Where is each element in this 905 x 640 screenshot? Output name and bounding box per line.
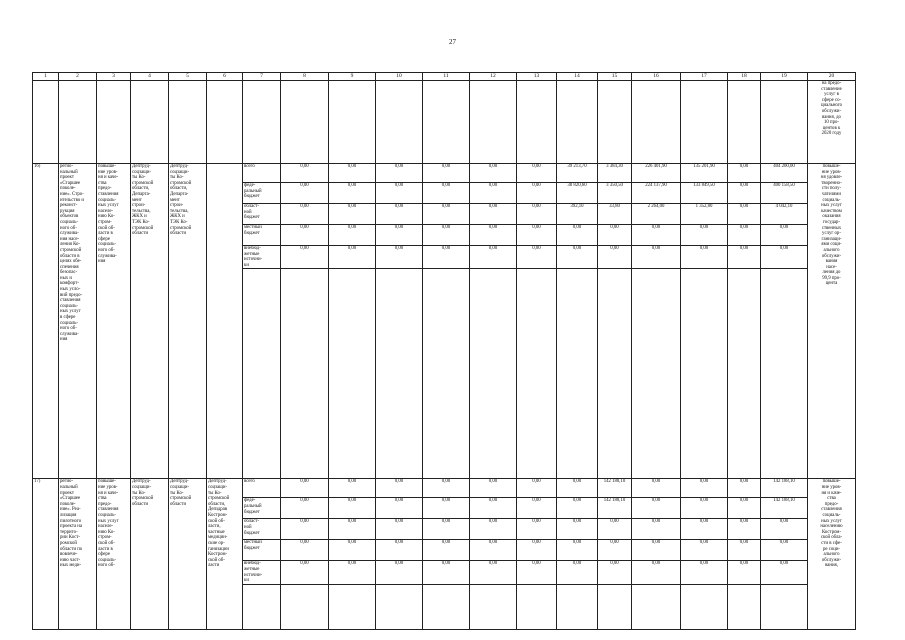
col-header: 15 xyxy=(598,73,632,81)
amount-cell: 0,00 xyxy=(329,561,376,584)
amount-cell: 0,00 xyxy=(761,519,808,540)
amount-cell: 0,00 xyxy=(376,225,423,246)
col-header: 18 xyxy=(728,73,761,81)
amount-cell: 0,00 xyxy=(632,479,681,498)
amount-cell: 0,00 xyxy=(281,498,329,519)
funding-source-label: феде- ральный бюджет xyxy=(243,498,281,519)
amount-cell: 0,00 xyxy=(281,479,329,498)
col-header: 7 xyxy=(243,73,281,81)
amount-cell: 0,00 xyxy=(423,164,470,183)
funding-source-label: всего xyxy=(243,479,281,498)
amount-cell: 0,00 xyxy=(761,246,808,269)
amount-cell: 0,00 xyxy=(517,519,557,540)
amount-cell: 0,00 xyxy=(329,498,376,519)
amount-cell: 0,00 xyxy=(557,479,598,498)
amount-cell: 226 401,90 xyxy=(632,164,681,183)
amount-cell: 0,00 xyxy=(517,498,557,519)
empty-cell xyxy=(376,584,423,629)
amount-cell: 142 188,10 xyxy=(598,498,632,519)
amount-cell: 0,00 xyxy=(632,561,681,584)
amount-cell: 0,00 xyxy=(470,183,517,204)
amount-cell: 0,00 xyxy=(281,540,329,561)
col-header: 10 xyxy=(376,73,423,81)
amount-cell: 0,00 xyxy=(376,479,423,498)
amount-cell: 0,00 xyxy=(632,225,681,246)
table-row xyxy=(33,164,856,479)
activity-goal: повыше- ние уров- ня и каче- ства предо- ставления социаль- ных услуг населе- нию Ко- стром- ской об- ласти в сфере социаль- ного об- xyxy=(97,479,131,629)
amount-cell: 0,00 xyxy=(423,498,470,519)
finance-line xyxy=(33,479,856,498)
activity-name: регио- нальный проект «Старшее поколе- ние». Реа- лизация пилотного проекта на террито- рии Кост- ромской области по вовлече- нию част- ных меди- xyxy=(59,479,97,629)
amount-cell: 0,00 xyxy=(598,246,632,269)
col-header: 20 xyxy=(808,73,856,81)
amount-cell: 0,00 xyxy=(281,204,329,225)
activity-name: регио- нальный проект «Старшее поколе- ние». Стро- ительство и реконст- рукция объектов социаль- ного об- служива- ния насе- ления Ко- стромской области в целях обе- спечения безопас- ных и комфорт- ных усло- вий предо- ставления социаль- ных услуг в сфере социаль- ного об- служива- ния xyxy=(59,164,97,479)
amount-cell: 0,00 xyxy=(517,204,557,225)
participants xyxy=(207,164,243,479)
amount-cell: 0,00 xyxy=(470,164,517,183)
amount-cell: 0,00 xyxy=(681,479,728,498)
funding-source-label: област- ной бюджет xyxy=(243,204,281,225)
amount-cell: 0,00 xyxy=(557,561,598,584)
empty-cell xyxy=(557,584,598,629)
amount-cell: 3 350,50 xyxy=(598,183,632,204)
amount-cell: 0,00 xyxy=(517,225,557,246)
empty-cell xyxy=(281,584,329,629)
amount-cell: 38 820,60 xyxy=(557,183,598,204)
header-row xyxy=(33,73,856,81)
amount-cell: 0,00 xyxy=(423,519,470,540)
amount-cell: 0,00 xyxy=(632,246,681,269)
empty-cell xyxy=(470,269,517,479)
empty-cell xyxy=(329,269,376,479)
amount-cell: 0,00 xyxy=(329,479,376,498)
executor: Дептруд- соцзащи- ты Ко- стромской области xyxy=(169,479,207,629)
col-header: 6 xyxy=(207,73,243,81)
amount-cell: 142 188,10 xyxy=(598,479,632,498)
amount-cell: 0,00 xyxy=(376,204,423,225)
amount-cell: 0,00 xyxy=(329,204,376,225)
amount-cell: 0,00 xyxy=(329,246,376,269)
col-header: 3 xyxy=(97,73,131,81)
col-header: 14 xyxy=(557,73,598,81)
funding-source-label: местный бюджет xyxy=(243,225,281,246)
finance-line xyxy=(33,164,856,183)
amount-cell: 0,00 xyxy=(376,498,423,519)
continuation-row xyxy=(33,81,856,164)
col-header: 12 xyxy=(470,73,517,81)
amount-cell: 0,00 xyxy=(517,164,557,183)
amount-cell: 0,00 xyxy=(423,561,470,584)
amount-cell: 0,00 xyxy=(470,225,517,246)
amount-cell: 0,00 xyxy=(517,246,557,269)
amount-cell: 0,00 xyxy=(281,561,329,584)
col-header: 5 xyxy=(169,73,207,81)
amount-cell: 0,00 xyxy=(557,540,598,561)
funding-source-label: местный бюджет xyxy=(243,540,281,561)
amount-cell: 0,00 xyxy=(728,225,761,246)
amount-cell: 404 200,00 xyxy=(761,164,808,183)
amount-cell: 0,00 xyxy=(329,519,376,540)
col-header: 2 xyxy=(59,73,97,81)
result-cell: на предо- ставление услуг в сфере со- циального обслужи- вания, до 10 про- центов к 2020 году xyxy=(808,81,856,164)
amount-cell: 0,00 xyxy=(329,225,376,246)
amount-cell: 0,00 xyxy=(470,519,517,540)
executor: Дептруд- соцзащи- ты Ко- стромской области, Департа- мент строи- тельства, ЖКХ и ТЭК Ко- стромской области xyxy=(169,164,207,479)
amount-cell: 0,00 xyxy=(329,540,376,561)
empty-cell xyxy=(632,269,681,479)
amount-cell: 0,00 xyxy=(632,540,681,561)
amount-cell: 0,00 xyxy=(376,183,423,204)
amount-cell: 0,00 xyxy=(423,204,470,225)
page-number: 27 xyxy=(449,38,456,46)
empty-cell xyxy=(632,584,681,629)
amount-cell: 4 042,10 xyxy=(761,204,808,225)
empty-cell xyxy=(681,584,728,629)
amount-cell: 0,00 xyxy=(470,561,517,584)
funding-source-label: феде- ральный бюджет xyxy=(243,183,281,204)
amount-cell: 0,00 xyxy=(557,498,598,519)
amount-cell: 0,00 xyxy=(557,246,598,269)
amount-cell: 0,00 xyxy=(517,183,557,204)
empty-cell xyxy=(598,584,632,629)
amount-cell: 0,00 xyxy=(681,246,728,269)
col-header: 13 xyxy=(517,73,557,81)
funding-source-label: всего xyxy=(243,164,281,183)
amount-cell: 0,00 xyxy=(423,246,470,269)
amount-cell: 0,00 xyxy=(423,540,470,561)
amount-cell: 0,00 xyxy=(329,164,376,183)
funding-source-label: внебюд- жетные источни- ки xyxy=(243,561,281,584)
amount-cell: 0,00 xyxy=(376,519,423,540)
amount-cell: 0,00 xyxy=(761,225,808,246)
amount-cell: 0,00 xyxy=(281,519,329,540)
amount-cell: 0,00 xyxy=(598,540,632,561)
empty-cell xyxy=(517,584,557,629)
empty-cell xyxy=(281,269,329,479)
funding-source-label: внебюд- жетные источни- ки xyxy=(243,246,281,269)
amount-cell: 2 264,00 xyxy=(632,204,681,225)
amount-cell: 0,00 xyxy=(632,498,681,519)
amount-cell: 133 849,50 xyxy=(681,183,728,204)
empty-cell xyxy=(557,269,598,479)
col-header: 4 xyxy=(131,73,169,81)
col-header: 9 xyxy=(329,73,376,81)
activity-goal: повыше- ние уров- ня и каче- ства предо- ставления социаль- ных услуг населе- нию Ко- стром- ской об- ласти в сфере социаль- ного об- служива- ния xyxy=(97,164,131,479)
amount-cell: 0,00 xyxy=(281,183,329,204)
col-header: 19 xyxy=(761,73,808,81)
empty-cell xyxy=(470,584,517,629)
amount-cell: 0,00 xyxy=(728,204,761,225)
amount-cell: 142 188,10 xyxy=(761,498,808,519)
col-header: 1 xyxy=(33,73,59,81)
amount-cell: 39 213,70 xyxy=(557,164,598,183)
empty-cell xyxy=(598,269,632,479)
amount-cell: 392,10 xyxy=(557,204,598,225)
amount-cell: 3 384,30 xyxy=(598,164,632,183)
amount-cell: 0,00 xyxy=(376,246,423,269)
amount-cell: 0,00 xyxy=(728,498,761,519)
amount-cell: 0,00 xyxy=(761,561,808,584)
amount-cell: 0,00 xyxy=(470,498,517,519)
empty-cell xyxy=(243,584,281,629)
amount-cell: 224 137,90 xyxy=(632,183,681,204)
amount-cell: 0,00 xyxy=(281,164,329,183)
empty-cell xyxy=(423,584,470,629)
participants: Дептруд- соцзащи- ты Ко- стромской области, Депздрав Костром- ской об- ласти, частные медицин- ские ор- ганизации Костром- ской об- ласти xyxy=(207,479,243,629)
col-header: 17 xyxy=(681,73,728,81)
amount-cell: 0,00 xyxy=(728,540,761,561)
empty-cell xyxy=(761,269,808,479)
coordinator: Дептруд- соцзащи- ты Ко- стромской области, Департа- мент строи- тельства, ЖКХ и ТЭК Ко- стромской области xyxy=(131,164,169,479)
amount-cell: 0,00 xyxy=(376,540,423,561)
amount-cell: 0,00 xyxy=(423,225,470,246)
amount-cell: 0,00 xyxy=(517,540,557,561)
amount-cell: 1 352,80 xyxy=(681,204,728,225)
empty-cell xyxy=(728,269,761,479)
amount-cell: 0,00 xyxy=(557,225,598,246)
amount-cell: 0,00 xyxy=(728,246,761,269)
row-number: 17) xyxy=(33,479,59,629)
amount-cell: 0,00 xyxy=(681,225,728,246)
empty-cell xyxy=(728,584,761,629)
row-number: 16) xyxy=(33,164,59,479)
empty-cell xyxy=(423,269,470,479)
amount-cell: 0,00 xyxy=(517,479,557,498)
amount-cell: 0,00 xyxy=(517,561,557,584)
empty-cell xyxy=(681,269,728,479)
amount-cell: 0,00 xyxy=(728,164,761,183)
amount-cell: 0,00 xyxy=(728,479,761,498)
budget-table xyxy=(32,72,856,630)
col-header: 8 xyxy=(281,73,329,81)
amount-cell: 0,00 xyxy=(423,183,470,204)
amount-cell: 0,00 xyxy=(681,519,728,540)
amount-cell: 0,00 xyxy=(598,561,632,584)
empty-cell xyxy=(243,269,281,479)
amount-cell: 0,00 xyxy=(728,519,761,540)
table-row xyxy=(33,479,856,629)
amount-cell: 0,00 xyxy=(681,498,728,519)
amount-cell: 0,00 xyxy=(376,164,423,183)
amount-cell: 0,00 xyxy=(470,479,517,498)
amount-cell: 400 158,50 xyxy=(761,183,808,204)
amount-cell: 135 201,90 xyxy=(681,164,728,183)
amount-cell: 0,00 xyxy=(761,540,808,561)
amount-cell: 0,00 xyxy=(470,246,517,269)
amount-cell: 33,80 xyxy=(598,204,632,225)
expected-result: повыше- ние уров- ня и каче- ства предо- ставления социаль- ных услуг населению Костром- ской обла- сти в сфе- ре соци- ального обслужи- вания, xyxy=(808,479,856,629)
amount-cell: 0,00 xyxy=(598,225,632,246)
amount-cell: 0,00 xyxy=(470,540,517,561)
empty-cell xyxy=(761,584,808,629)
amount-cell: 0,00 xyxy=(681,540,728,561)
amount-cell: 0,00 xyxy=(632,519,681,540)
empty-cell xyxy=(376,269,423,479)
amount-cell: 0,00 xyxy=(557,519,598,540)
amount-cell: 0,00 xyxy=(423,479,470,498)
amount-cell: 0,00 xyxy=(376,561,423,584)
amount-cell: 0,00 xyxy=(598,519,632,540)
amount-cell: 0,00 xyxy=(281,246,329,269)
amount-cell: 0,00 xyxy=(728,183,761,204)
amount-cell: 0,00 xyxy=(728,561,761,584)
amount-cell: 0,00 xyxy=(681,561,728,584)
amount-cell: 0,00 xyxy=(470,204,517,225)
amount-cell: 0,00 xyxy=(281,225,329,246)
col-header: 11 xyxy=(423,73,470,81)
funding-source-label: област- ной бюджет xyxy=(243,519,281,540)
amount-cell: 0,00 xyxy=(329,183,376,204)
coordinator: Дептруд- соцзащи- ты Ко- стромской области xyxy=(131,479,169,629)
expected-result: повыше- ние уров- ня удовле- творенно- сти полу- чателями социаль- ных услуг качеством оказания государ- ственных услуг ор- ганизаци- ями соци- ального обслужи- вания насе- ления до 99,9 про- цента xyxy=(808,164,856,479)
empty-cell xyxy=(517,269,557,479)
amount-cell: 142 188,10 xyxy=(761,479,808,498)
col-header: 16 xyxy=(632,73,681,81)
empty-cell xyxy=(329,584,376,629)
